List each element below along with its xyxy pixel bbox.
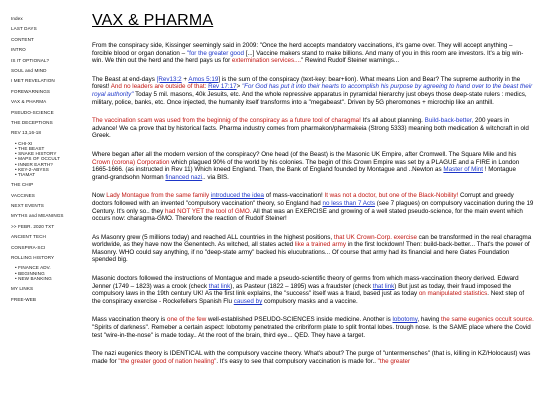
text-run: extermination services.... <box>231 57 302 65</box>
inline-link[interactable]: lobotomy <box>392 316 418 324</box>
sidebar-item-forewarnings[interactable]: FOREWARNINGS <box>11 88 51 94</box>
article-paragraph <box>92 275 534 305</box>
sidebar-item-chi-xi[interactable]: • CHI-XI <box>15 140 33 146</box>
text-run: ), as Pasteur (1822 – 1895) was a fraudster (check <box>230 282 373 290</box>
article-paragraph <box>92 350 534 365</box>
text-run: like a trained army <box>294 241 346 249</box>
inline-link[interactable]: that link <box>208 282 231 290</box>
sidebar-item-my-links[interactable]: MY LINKS <box>11 286 34 292</box>
text-run: ! Montague grand-grandsohn Norman <box>92 166 516 181</box>
inline-link[interactable]: caused by <box>233 297 263 305</box>
inline-link[interactable]: introduced the idea <box>210 192 264 200</box>
text-run: of mass-vaccination! <box>264 192 325 200</box>
sidebar-item-next-events[interactable]: NEXT EVENTS <box>11 203 44 209</box>
article-paragraph <box>92 316 534 339</box>
text-run: "Spirits of darkness". Remeber a certain aspect: lobotomy penetrated the cribriform plate to split frontal lobes. trough nose. Is the SAME place where the Covid test "wire-in-the-nose" is made today.. At the root of the brain, third eye... QED. They have a target. <box>92 324 531 339</box>
sidebar-item-snake-history[interactable]: • SNAKE HISTORY <box>15 151 57 157</box>
sidebar-item-maps-of-occult[interactable]: • MAPS OF OCCULT <box>15 156 60 162</box>
article-paragraph <box>92 234 534 264</box>
sidebar-nav <box>0 0 82 405</box>
sidebar-item-i-met-revelation[interactable]: I MET REVELATION <box>11 78 55 84</box>
inline-link[interactable]: financed nazi <box>165 173 203 181</box>
text-run: "the greater <box>377 357 411 365</box>
text-run: Where began after all the modern version of the conspiracy? One head (of the Beast) is the Masonic UK Empire, after Cromwell. The Square Mile and his <box>92 150 517 158</box>
page-title: VAX & PHARMA <box>92 12 214 29</box>
inline-link[interactable]: [Rev13:2 <box>156 75 182 83</box>
inline-link[interactable]: Master of Mint <box>443 166 483 174</box>
text-run: And no leaders are outside of that: <box>110 83 209 91</box>
text-run: The nazi eugenics theory is IDENTICAL with the compulsory vaccine theory. What's about? The purge of "untermensches" (that is, killing in KZ/Holocaust) was made for <box>92 350 531 365</box>
text-run: + <box>181 75 189 83</box>
text-run: compulsory masks and a vaccine. <box>262 297 358 305</box>
main-content <box>92 0 534 405</box>
sidebar-item-myths-and-meanings[interactable]: MYTHS and MEANINGS <box>11 213 64 219</box>
text-run: that UK Crown-Corp. exercise <box>333 233 417 241</box>
sidebar-item-index[interactable]: Index <box>11 16 23 21</box>
text-run: . Next step of the conspiracy exercise - Rockefellers Spanish Flu <box>92 290 525 305</box>
sidebar-item-last-days[interactable]: LAST DAYS <box>11 26 37 32</box>
text-run: .. via BIS. <box>202 173 229 181</box>
text-run: As Masonry grew (5 millions today) and reached ALL countries in the highest positions, <box>92 233 334 241</box>
sidebar-item-rev-13-16-18[interactable]: REV 13,16-18 <box>11 130 42 136</box>
text-run: , having <box>417 316 442 324</box>
sidebar-item-new-banking[interactable]: • NEW BANKING <box>15 275 52 281</box>
text-run: ) But just as today, their fraud imposed the compulsory laws in the 19th century UK! As the first link explains, the "success" itself was a fraud, based just as today <box>92 282 512 298</box>
text-run: "For God has put it into their hearts to accomplish his purpose by agreeing to hand over to the beast their royal authority" <box>92 83 533 98</box>
text-run: "for the greater good <box>186 49 244 57</box>
text-run: Lady Montague from the same family <box>106 192 210 200</box>
sidebar-item-the-beast[interactable]: • THE BEAST <box>15 145 45 151</box>
text-run: ] is the sum of the conspiracy (text-key: bear+lion). What means Lion and Bear? The supreme authority in the forest! <box>92 75 521 91</box>
text-run: can be transformed in the real charagma worldwide, as they have now the Genentech. As witched, all states acted <box>92 233 532 249</box>
article-body <box>92 42 534 365</box>
sidebar-item-soul-and-mind[interactable]: SOUL and MIND <box>11 67 47 73</box>
sidebar-item-ancient-tech[interactable]: ANCIENT TECH <box>11 234 46 240</box>
article-paragraph <box>92 151 534 181</box>
sidebar-item-key-2-abyss[interactable]: • KEY-2-ABYSS <box>15 166 49 172</box>
text-run: > <box>236 83 242 91</box>
sidebar-item-rolling-history[interactable]: ROLLING HISTORY <box>11 255 55 261</box>
inline-link[interactable]: Amos 5:19 <box>188 75 219 83</box>
text-run: one of the few <box>167 316 207 324</box>
text-run: (see 7 plagues) on compulsory vaccination during the 19 Century. It's only so.. they <box>92 199 534 215</box>
text-run: the same eugenics occult source. <box>441 316 534 324</box>
sidebar-item-pseudo-science[interactable]: PSEUDO-SCIENCE <box>11 109 54 115</box>
text-run: had NOT YET the tool of GMO. <box>164 207 252 215</box>
sidebar-item-content[interactable]: CONTENT <box>11 36 34 42</box>
sidebar-item-conspira-sci[interactable]: CONSPIRA-SCI <box>11 244 46 250</box>
text-run: From the conspiracy side, Kissinger seemingly said in 2009: "Once the herd accepts mandatory vaccinations, it's game over. They will accept anything – forcible blood or organ donation – <box>92 42 513 57</box>
text-run: . It's easy to see that compulsory vaccination is made for.. <box>216 357 378 365</box>
sidebar-item-febr-2020-txt[interactable]: >> FEBR. 2020 TXT <box>11 223 55 229</box>
text-run: The vaccination scam was used from the beginnig of the conspiracy as a future tool of charagma! <box>92 117 361 125</box>
sidebar-item-vaccines[interactable]: VACCINES <box>11 192 35 198</box>
sidebar-item-tiamat[interactable]: • TIAMAT <box>15 171 36 177</box>
text-run: Masonic doctors followed the instructions of Montague and made a pseudo-scientific theory of germs from which mass-vaccination theory derived. Edward Jenner (1749 – 1823) was a crook (check <box>92 275 519 290</box>
text-run: Mass vaccination theory is <box>92 316 168 324</box>
text-run: All that was an EXERCISE and growing of a well stated pseudo-science, for the main event which occurs now: charagma-GMO. Therefore the reaction of Rudolf Steiner! <box>92 207 523 223</box>
sidebar-item-is-it-optional[interactable]: IS IT OPTIONAL? <box>11 57 50 63</box>
text-run: Now <box>92 192 107 200</box>
text-run: Crown (corona) Corporation <box>92 158 170 166</box>
sidebar-item-the-chip[interactable]: THE CHIP <box>11 182 34 188</box>
text-run: The Beast at end-days <box>92 75 157 83</box>
text-run: 200 years in advance! We ca prove that by historical facts. Pharma industry comes from pharmakon/pharmakeia (Strong 5333) meaning both medication & witchcraft in old Greek. <box>92 117 529 140</box>
sidebar-item-finance-adv[interactable]: • FINANCE ADV. <box>15 265 51 271</box>
text-run: [...] Vaccine makers stand to make billions. And many of you in this room are investors. It's a big win-win. We thin out the herd and the herd pays us for <box>92 49 524 65</box>
sidebar-item-free-web[interactable]: FREE-WEB <box>11 296 37 302</box>
inline-link[interactable]: that link <box>372 282 395 290</box>
text-run: It was not a doctor, but one of the Black-Nobility! <box>324 192 459 200</box>
inline-link[interactable]: no less than 7 Acts <box>322 199 375 207</box>
article-paragraph <box>92 42 534 65</box>
text-run: which plagued 90% of the world by his colonies. The begin of this Crown Empire was set by a PLAGUE and a FIRE in London 1665-1666. (as instructed in Rev 11) Which kneed England. Then, the Bank of England founded by Montague and ..Newton as <box>92 158 520 174</box>
sidebar-item-inner-earth[interactable]: • INNER EARTH? <box>15 161 53 167</box>
text-run: on manipulated statistics <box>418 290 488 298</box>
article-paragraph <box>92 117 534 140</box>
text-run: "the greater good of nation healing" <box>118 357 217 365</box>
text-run: " Rewind Rudolf Steiner warnings... <box>301 57 400 65</box>
text-run: Corrupt and greedy doctors followed with an invented "compulsory vaccination" theory, so England had <box>92 192 514 207</box>
article-paragraph <box>92 76 534 106</box>
text-run: well-established PSEUDO-SCIENCES inside medicine. Another is <box>206 316 393 324</box>
text-run: in the first lockdown! Then: build-back-better... That's the power of Masonry. WHO could say anything, if no "deep-state army" backed his elucubrations... Of course that army had its financial and here Gates Foundation spended big. <box>92 241 530 264</box>
text-run: It's all about planning. <box>360 117 425 125</box>
sidebar-item-vax-pharma[interactable]: VAX & PHARMA <box>11 99 47 105</box>
sidebar-item-intro[interactable]: INTRO <box>11 47 26 53</box>
sidebar-item-beginning[interactable]: • BEGINNING <box>15 270 45 276</box>
sidebar-item-the-deceptions[interactable]: THE DECEPTIONS <box>11 119 53 125</box>
article-paragraph <box>92 192 534 222</box>
text-run: Today 5 mil. masons, 40k Jesuits, etc. And the whole repressive apparatus in pyramidal hierarchy just obeys those deep-state rulers : medics, military, police, banks, etc. Once injected, the humanity itself transforms into a "megabeast". Driven by 5G pheromones + microchip like an anthill. <box>92 90 527 106</box>
text-run: Build-back-better, <box>424 117 474 125</box>
inline-link[interactable]: Rev 17:17 <box>208 83 237 91</box>
